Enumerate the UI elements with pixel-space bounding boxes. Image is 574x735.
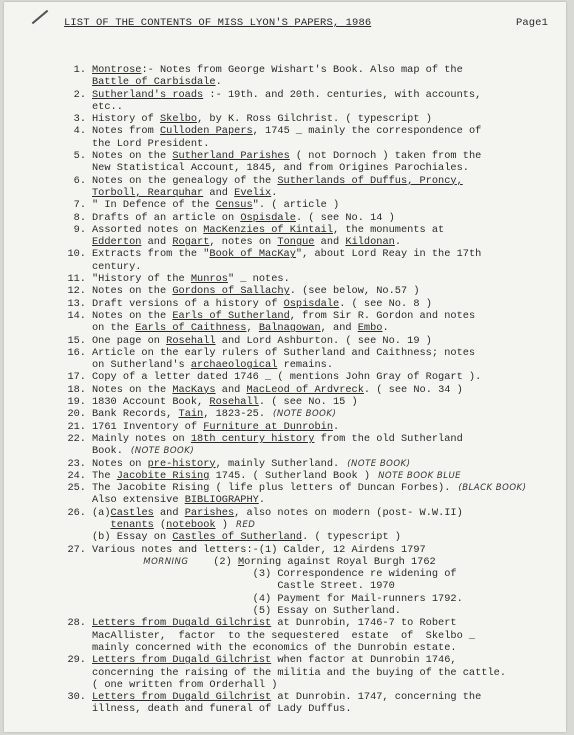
item-number: 15. (67, 334, 86, 347)
item-text (92, 421, 521, 433)
list-item (66, 199, 521, 211)
item-number: 2. (73, 88, 86, 101)
item-line (92, 285, 521, 297)
text-segment: . ( see No. 14 ) (295, 211, 395, 224)
item-line (92, 679, 521, 691)
underlined-text: Balnagowan (258, 322, 321, 335)
underlined-text: Edderton (92, 236, 142, 249)
list-item (66, 310, 521, 335)
text-segment: concerning the raising of the militia and the buying of the cattle. (92, 666, 507, 679)
item-number: 8. (73, 211, 86, 224)
item-text (92, 273, 521, 285)
item-line (92, 89, 521, 101)
text-segment: orning against Royal Burgh 1762 (244, 555, 436, 568)
handwritten-note: (BLACK BOOK) (458, 483, 527, 494)
text-segment: One page on (92, 334, 167, 347)
text-segment: Notes from (92, 125, 160, 138)
list-item (66, 125, 521, 150)
text-segment: . (see below, No.57 ) (289, 285, 420, 298)
item-number: 22. (67, 432, 86, 445)
item-text (92, 433, 521, 458)
text-segment: (2) (188, 555, 238, 568)
list-item (66, 408, 521, 420)
item-number: 6. (73, 174, 86, 187)
text-segment: and (153, 506, 185, 519)
text-segment: the Lord President. (92, 137, 210, 150)
item-number: 9. (73, 223, 86, 236)
item-number: 21. (67, 420, 86, 433)
item-line (92, 593, 521, 605)
underlined-text: Kildonan (345, 236, 395, 249)
underlined-text: MacKenzies of Kintail (203, 223, 333, 236)
item-text (92, 175, 521, 200)
text-segment: ". ( article ) (252, 199, 340, 212)
text-segment: :- Notes from George Wishart's Book. Also map of the (141, 64, 463, 76)
text-segment: . ( see No. 8 ) (339, 297, 432, 310)
list-item (66, 347, 521, 372)
item-text (92, 396, 521, 408)
item-text (92, 113, 521, 125)
text-segment: Extracts from the " (92, 248, 210, 261)
text-segment: Mainly notes on (92, 432, 191, 445)
underlined-text: Evelix (234, 186, 272, 199)
item-line (92, 667, 521, 679)
text-segment: Notes on the genealogy of the (92, 174, 278, 187)
handwritten-note: RED (235, 519, 256, 530)
item-number: 17. (67, 371, 86, 384)
item-number: 26. (67, 506, 86, 519)
text-segment: and (314, 236, 346, 249)
text-segment (92, 519, 111, 531)
text-segment: Book. (92, 445, 123, 458)
item-line (92, 175, 521, 187)
item-line (92, 199, 521, 211)
underlined-text: Battle of Carbisdale (92, 76, 216, 89)
list-item (66, 285, 521, 297)
text-segment: (b) Essay on (92, 531, 173, 544)
text-segment: century. (92, 260, 142, 273)
item-text (92, 617, 521, 654)
underlined-text: tenants (110, 518, 154, 531)
item-number: 11. (67, 273, 86, 286)
item-line (92, 248, 521, 260)
text-segment: Assorted notes on (92, 223, 204, 236)
text-segment: Notes on the (92, 309, 173, 322)
item-line (92, 138, 521, 150)
item-text (92, 335, 521, 347)
list-item (66, 113, 521, 125)
text-segment: remains. (277, 359, 334, 372)
item-line (92, 421, 521, 433)
underlined-text: MacKays (172, 383, 216, 396)
item-line (92, 347, 521, 359)
item-number: 5. (73, 150, 86, 163)
list-item (66, 212, 521, 224)
item-number: 29. (67, 654, 86, 667)
item-number: 23. (67, 457, 86, 470)
text-segment: , also notes on modern (post- W.W.II) (234, 506, 463, 519)
item-line (92, 371, 521, 383)
text-segment: " _ notes. (227, 273, 290, 286)
underlined-text: Sutherlands of Duffus, Proncy, (277, 174, 463, 187)
item-text (92, 507, 521, 544)
item-line (92, 544, 521, 556)
underlined-text: Census (215, 199, 253, 212)
item-text (92, 347, 521, 372)
list-item (66, 371, 521, 383)
underlined-text: Earls of Caithness (135, 322, 247, 335)
item-number: 10. (67, 248, 86, 261)
item-number: 20. (67, 408, 86, 421)
text-segment: " In Defence of the (92, 199, 216, 212)
item-number: 27. (67, 543, 86, 556)
underlined-text: Furniture at Dunrobin (203, 420, 333, 433)
contents-list (66, 64, 527, 716)
text-segment: New Statistical Account, 1845, and from Origines Parochiales. (92, 162, 469, 175)
text-segment: . (271, 186, 278, 199)
underlined-text: Gordons of Sallachy (172, 285, 290, 298)
item-line (92, 654, 521, 666)
text-segment: Draft versions of a history of (92, 297, 284, 310)
text-segment (92, 556, 135, 568)
underlined-text: Culloden Papers (159, 125, 253, 138)
list-item (66, 335, 521, 347)
underlined-text: Rogart (172, 236, 210, 249)
underlined-text: Earls of Sutherland (172, 309, 290, 322)
text-segment: ", about Lord Reay in the 17th (295, 248, 482, 261)
list-item (66, 175, 521, 200)
text-segment: , 1745 _ mainly the correspondence of (252, 125, 482, 138)
underlined-text: 18th century history (190, 432, 315, 445)
item-text (92, 654, 521, 691)
text-segment: . (333, 420, 340, 433)
underlined-text: Parishes (184, 506, 235, 519)
handwritten-note: (NOTE BOOK) (130, 446, 195, 457)
list-item (66, 89, 521, 114)
item-line (92, 335, 521, 347)
text-segment: , and (320, 322, 358, 335)
text-segment: , mainly Sutherland. (215, 457, 340, 470)
text-segment: (4) Payment for Mail-runners 1792. (92, 592, 463, 605)
item-line (92, 187, 521, 199)
text-segment: Various notes and letters:-(1) Calder, 12 Airdens 1797 (92, 543, 426, 556)
item-text (92, 691, 521, 716)
item-text (92, 544, 521, 618)
underlined-text: Letters from Dugald Gilchrist (92, 654, 272, 667)
list-item (66, 654, 521, 691)
text-segment: . ( typescript ) (302, 531, 401, 544)
text-segment: Copy of a letter dated 1746 _ ( mentions John Gray of Rogart ). (92, 371, 482, 384)
text-segment: at Dunrobin, 1746-7 to Robert (271, 617, 457, 630)
text-segment: Drafts of an article on (92, 211, 241, 224)
text-segment: , by K. Ross Gilchrist. ( typescript ) (197, 113, 432, 126)
item-number: 12. (67, 285, 86, 298)
text-segment: illness, death and funeral of Lady Duffus. (92, 703, 352, 716)
list-item (66, 64, 521, 89)
item-line (92, 445, 521, 457)
text-segment: . (215, 76, 222, 89)
text-segment: . ( see No. 34 ) (363, 383, 463, 396)
text-segment: and (215, 383, 247, 396)
underlined-text: Sutherland's roads (92, 88, 204, 101)
text-segment: mainly concerned with the economics of the Dunrobin estate. (92, 641, 457, 654)
page-header (64, 17, 548, 29)
item-line (92, 519, 521, 531)
item-text (92, 371, 521, 383)
item-number: 4. (73, 125, 86, 138)
underlined-text: Tain (178, 408, 204, 421)
underlined-text: Rosehall (166, 334, 216, 347)
text-segment: Article on the early rulers of Sutherland and Caithness; notes (92, 346, 476, 359)
item-line (92, 568, 521, 580)
item-text (92, 224, 521, 249)
item-number: 1. (73, 64, 86, 76)
text-segment: on the (92, 322, 136, 335)
underlined-text: Montrose (92, 64, 142, 76)
text-segment: Also extensive (92, 494, 185, 507)
item-text (92, 384, 521, 396)
item-line (92, 470, 521, 482)
item-line (92, 703, 521, 715)
text-segment: MacAllister, factor to the sequestered estate of Skelbo _ (92, 629, 476, 642)
list-item (66, 273, 521, 285)
list-item (66, 691, 521, 716)
item-line (92, 101, 521, 113)
item-line (92, 113, 521, 125)
text-segment: (a) (92, 506, 111, 519)
document-title: LIST OF THE CONTENTS OF MISS LYON'S PAPERS, 1986 (64, 17, 372, 29)
item-line (92, 482, 526, 494)
item-text (92, 470, 521, 482)
item-line (92, 310, 521, 322)
handwritten-note: MORNING (143, 556, 189, 567)
handwritten-note: NOTE BOOK BLUE (378, 470, 462, 481)
pencil-mark (32, 10, 49, 24)
handwritten-note: (NOTE BOOK) (273, 409, 337, 420)
item-text (92, 298, 521, 310)
underlined-text: Letters from Dugald Gilchrist (92, 691, 272, 704)
text-segment: The Jacobite Rising ( life plus letters of Duncan Forbes). (92, 482, 451, 495)
text-segment: ) (215, 518, 228, 531)
list-item (66, 150, 521, 175)
item-number: 14. (67, 309, 86, 322)
item-line (92, 76, 521, 88)
text-segment: and (203, 186, 235, 199)
text-segment: . (394, 236, 402, 249)
text-segment: (5) Essay on Sutherland. (92, 605, 401, 618)
underlined-text: pre-history (147, 457, 216, 470)
item-number: 25. (67, 482, 86, 495)
text-segment: History of (92, 113, 160, 126)
item-text (92, 248, 521, 273)
item-line (92, 556, 521, 568)
text-segment: . (382, 322, 389, 335)
item-text (92, 212, 521, 224)
text-segment: and (141, 236, 173, 249)
item-text (92, 64, 521, 89)
text-segment: , notes on (209, 236, 278, 249)
list-item (66, 458, 521, 470)
item-text (92, 482, 526, 507)
text-segment: and Lord Ashburton. ( see No. 19 ) (215, 334, 432, 347)
underlined-text: Ospisdale (283, 297, 340, 310)
item-line (92, 630, 521, 642)
item-number: 7. (73, 199, 86, 212)
underlined-text: BIBLIOGRAPHY (184, 494, 259, 507)
underlined-text: archaeological (190, 359, 278, 372)
item-text (92, 310, 521, 335)
underlined-text: Torboll, Rearquhar (92, 186, 204, 199)
item-line (92, 384, 521, 396)
text-segment: , 1823-25. (203, 408, 266, 421)
text-segment: Castle Street. 1970 (92, 580, 395, 593)
item-line (92, 531, 521, 543)
item-text (92, 125, 521, 150)
underlined-text: Castles (110, 506, 154, 519)
underlined-text: Rosehall (209, 396, 259, 409)
text-segment: Bank Records, (92, 408, 179, 421)
item-number: 18. (67, 383, 86, 396)
text-segment: 1745. ( Sutherland Book ) (209, 469, 371, 482)
list-item (66, 298, 521, 310)
item-number: 16. (67, 346, 86, 359)
item-line (92, 150, 521, 162)
list-item (66, 482, 527, 507)
text-segment: The (92, 469, 117, 482)
text-segment: . (258, 494, 266, 507)
text-segment: Notes on the (92, 285, 173, 298)
text-segment: Notes on (92, 457, 148, 470)
text-segment: ( (153, 518, 167, 531)
item-line (92, 408, 521, 420)
underlined-text: Book of MacKay (209, 248, 296, 261)
list-item (66, 421, 521, 433)
item-line (92, 125, 521, 137)
text-segment: etc.. (92, 100, 123, 113)
item-number: 3. (73, 113, 86, 126)
underlined-text: notebook (166, 518, 216, 531)
text-segment: on Sutherland's (92, 359, 191, 372)
underlined-text: Castles of Sutherland (172, 531, 303, 544)
list-item (66, 433, 521, 458)
item-line (92, 580, 521, 592)
item-text (92, 199, 521, 211)
item-line (92, 64, 521, 76)
item-line (92, 224, 521, 236)
item-line (92, 617, 521, 629)
item-line (92, 236, 521, 248)
text-segment: Notes on the (92, 383, 173, 396)
item-text (92, 285, 521, 297)
item-number: 19. (67, 396, 86, 409)
underlined-text: Tongue (277, 236, 315, 249)
underlined-text: M (237, 555, 245, 568)
text-segment: "History of the (92, 273, 191, 286)
page-number: Page1 (515, 17, 548, 29)
item-number: 24. (67, 469, 86, 482)
text-segment: , the monuments at (333, 223, 445, 236)
list-item (66, 248, 521, 273)
item-text (92, 458, 521, 470)
underlined-text: Letters from Dugald Gilchrist (92, 617, 272, 630)
text-segment: ( not Dornoch ) taken from the (289, 150, 482, 163)
text-segment: (3) Correspondence re widening of (92, 568, 457, 581)
item-line (92, 273, 521, 285)
underlined-text: Skelbo (159, 113, 198, 126)
text-segment: at Dunrobin. 1747, concerning the (271, 691, 482, 704)
list-item (66, 507, 521, 544)
item-line (92, 691, 521, 703)
item-line (92, 458, 521, 470)
item-line (92, 605, 521, 617)
text-segment: ( one written from Orderhall ) (92, 678, 278, 691)
item-text (92, 408, 521, 420)
underlined-text: Embo (357, 322, 383, 335)
underlined-text: Ospisdale (240, 211, 296, 224)
item-line (92, 396, 521, 408)
text-segment: from the old Sutherland (314, 432, 463, 445)
item-number: 28. (67, 617, 86, 630)
item-line (92, 507, 521, 519)
document-page (4, 2, 566, 732)
item-line (92, 212, 521, 224)
text-segment: , from Sir R. Gordon and notes (289, 309, 476, 322)
text-segment: when factor at Dunrobin 1746, (271, 654, 457, 667)
item-line (92, 298, 521, 310)
list-item (66, 384, 521, 396)
text-segment: , (246, 322, 259, 335)
list-item (66, 470, 521, 482)
underlined-text: MacLeod of Ardvreck (246, 383, 364, 396)
text-segment: 1830 Account Book, (92, 396, 210, 409)
item-text (92, 150, 521, 175)
list-item (66, 617, 521, 654)
item-text (92, 89, 521, 114)
item-line (92, 162, 521, 174)
item-number: 13. (67, 297, 86, 310)
underlined-text: Jacobite Rising (116, 469, 210, 482)
list-item (66, 396, 521, 408)
text-segment: . ( see No. 15 ) (258, 396, 358, 409)
underlined-text: Munros (190, 273, 228, 286)
item-line (92, 322, 521, 334)
item-line (92, 642, 521, 654)
item-number: 30. (67, 691, 86, 704)
text-segment: 1761 Inventory of (92, 420, 204, 433)
list-item (66, 544, 521, 618)
list-item (66, 224, 521, 249)
item-line (92, 494, 526, 506)
item-line (92, 261, 521, 273)
text-segment: Notes on the (92, 150, 173, 163)
text-segment: :- 19th. and 20th. centuries, with accounts, (203, 88, 482, 101)
item-line (92, 359, 521, 371)
underlined-text: Sutherland Parishes (172, 150, 290, 163)
item-line (92, 433, 521, 445)
handwritten-note: (NOTE BOOK) (347, 458, 411, 469)
